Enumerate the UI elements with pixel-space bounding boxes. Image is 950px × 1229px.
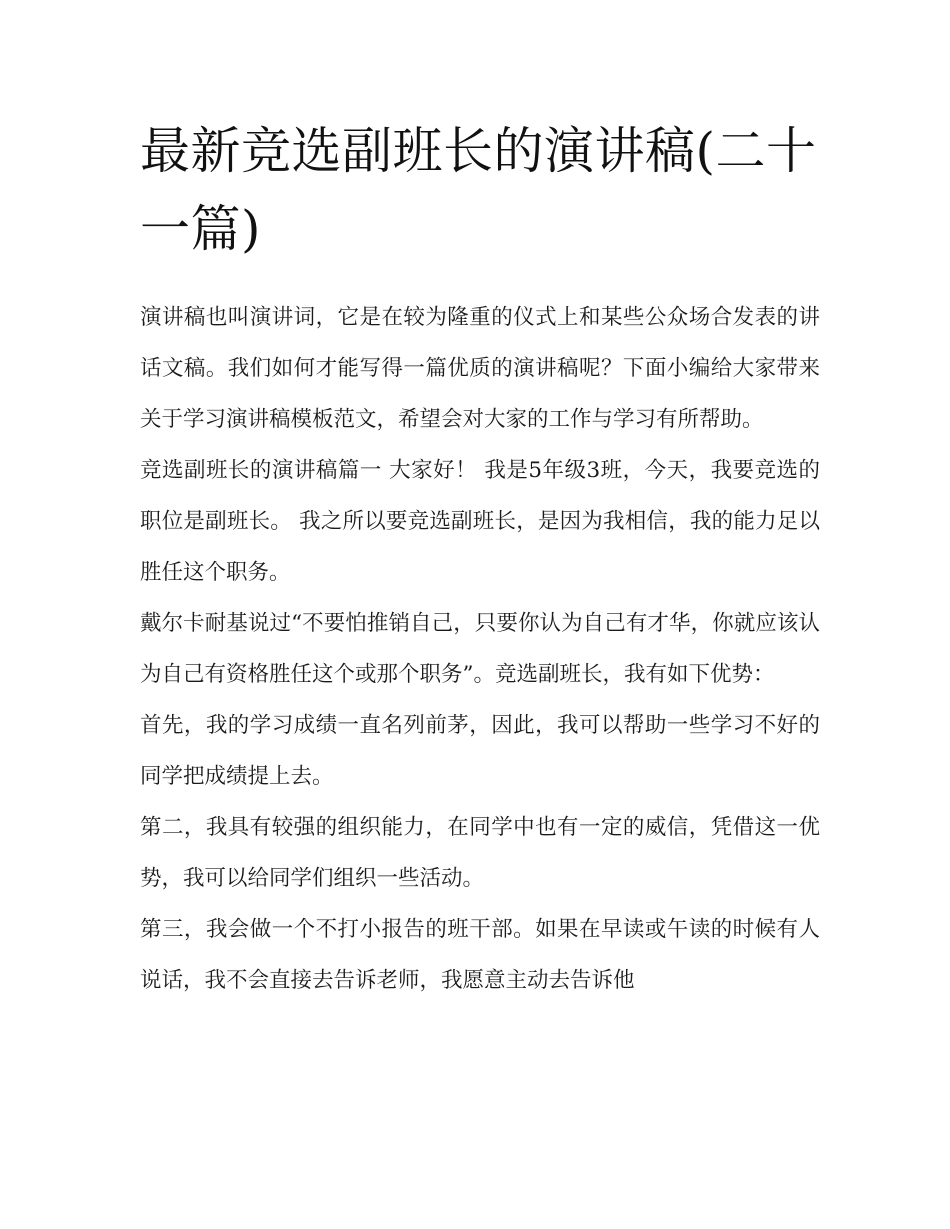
third-advantage-paragraph: 第三，我会做一个不打小报告的班干部。如果在早读或午读的时候有人说话，我不会直接去告诉老师，我愿意主动去告诉他 <box>140 917 820 993</box>
document-title: 最新竞选副班长的演讲稿(二十一篇) <box>140 122 817 258</box>
document-page <box>140 112 820 1006</box>
speech-opening-paragraph: 竞选副班长的演讲稿篇一 大家好！ 我是5年级3班，今天，我要竞选的职位是副班长。 我之所以要竞选副班长，是因为我相信，我的能力足以胜任这个职务。 <box>140 458 820 585</box>
second-advantage-paragraph: 第二，我具有较强的组织能力，在同学中也有一定的威信，凭借这一优势，我可以给同学们组织一些活动。 <box>140 815 820 891</box>
first-advantage-paragraph: 首先，我的学习成绩一直名列前茅，因此，我可以帮助一些学习不好的同学把成绩提上去。 <box>140 713 820 789</box>
intro-paragraph: 演讲稿也叫演讲词，它是在较为隆重的仪式上和某些公众场合发表的讲话文稿。我们如何才能写得一篇优质的演讲稿呢？下面小编给大家带来关于学习演讲稿模板范文，希望会对大家的工作与学习有所帮助。 <box>140 305 820 432</box>
quote-paragraph: 戴尔卡耐基说过“不要怕推销自己，只要你认为自己有才华，你就应该认为自己有资格胜任这个或那个职务”。竞选副班长，我有如下优势： <box>140 611 820 687</box>
